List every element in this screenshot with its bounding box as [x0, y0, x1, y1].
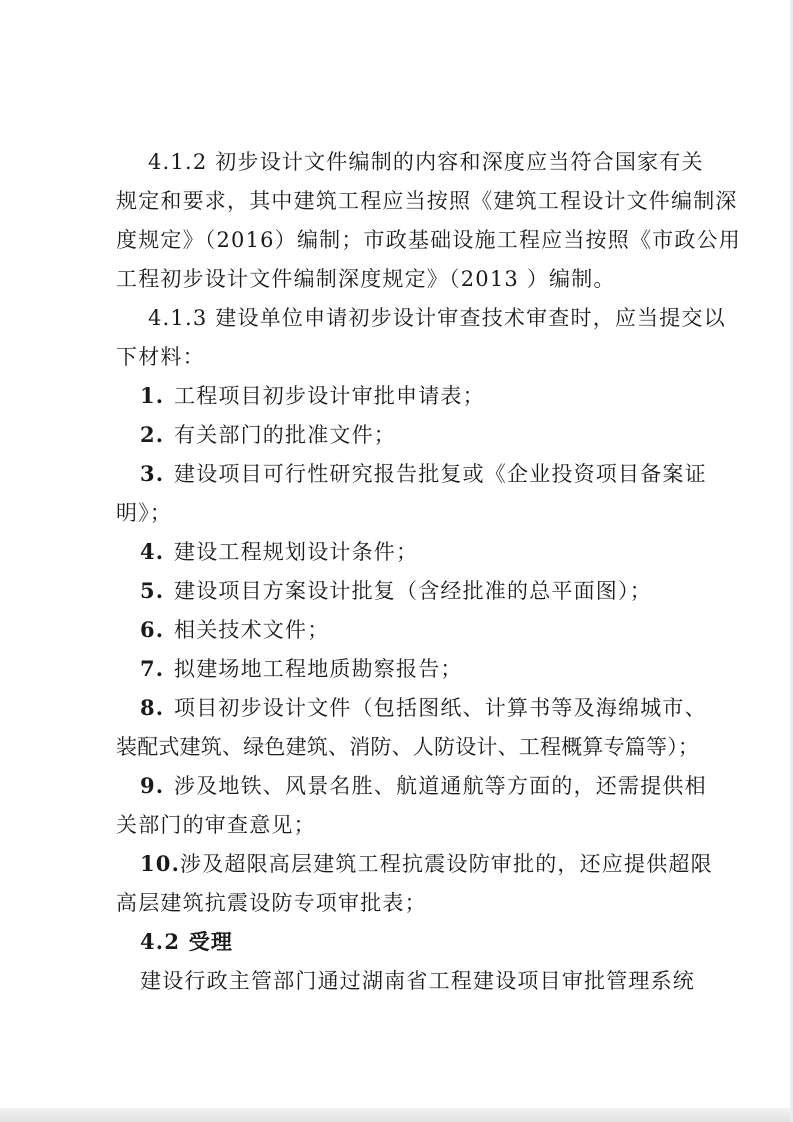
list-item-text: 工程项目初步设计审批申请表；: [174, 384, 485, 408]
list-item-text: 涉及超限高层建筑工程抗震设防审批的，还应提供超限: [180, 852, 713, 876]
list-item-number: 4.: [140, 539, 165, 564]
para-413-line-2: 下材料：: [116, 345, 205, 369]
list-item-number: 6.: [140, 617, 165, 642]
list-item-text: 有关部门的批准文件；: [174, 423, 396, 447]
list-item-text: 建设工程规划设计条件；: [174, 540, 419, 564]
para-412-line-4: 工程初步设计文件编制深度规定》（2013 ）编制。: [116, 267, 616, 291]
list-item-8: [140, 693, 707, 723]
list-item-2: [140, 420, 396, 450]
list-item-text: 项目初步设计文件（包括图纸、计算书等及海绵城市、: [174, 696, 707, 720]
list-item-10-continuation: 高层建筑抗震设防专项审批表；: [116, 891, 427, 915]
para-413-line-1: 4.1.3 建设单位申请初步设计审查技术审查时，应当提交以: [148, 306, 726, 330]
list-item-9-continuation: 关部门的审查意见；: [116, 813, 316, 837]
list-item-text: 涉及地铁、风景名胜、航道通航等方面的，还需提供相: [174, 774, 707, 798]
list-item-number: 3.: [140, 461, 165, 486]
para-412-line-2: 规定和要求，其中建筑工程应当按照《建筑工程设计文件编制深: [116, 189, 738, 213]
section-heading-42: 4.2 受理: [140, 929, 234, 954]
list-item-6: [140, 615, 329, 645]
list-item-number: 1.: [140, 383, 165, 408]
para-412-line-1: 4.1.2 初步设计文件编制的内容和深度应当符合国家有关: [148, 150, 704, 174]
para-42-line-1: 建设行政主管部门通过湖南省工程建设项目审批管理系统: [140, 969, 695, 993]
list-item-8-continuation: 装配式建筑、绿色建筑、消防、人防设计、工程概算专篇等）；: [116, 735, 700, 759]
list-item-5: [140, 576, 652, 606]
list-item-10: [140, 849, 713, 879]
list-item-text: 相关技术文件；: [174, 618, 330, 642]
list-item-3-continuation: 明》；: [116, 501, 173, 525]
para-412-line-3: 度规定》（2016）编制；市政基础设施工程应当按照《市政公用: [116, 228, 741, 252]
list-item-number: 5.: [140, 578, 165, 603]
scan-bottom-edge: [0, 1108, 793, 1122]
list-item-text: 建设项目可行性研究报告批复或《企业投资项目备案证: [174, 462, 707, 486]
list-item-number: 7.: [140, 656, 165, 681]
list-item-number: 10.: [140, 851, 181, 876]
list-item-number: 9.: [140, 773, 165, 798]
list-item-7: [140, 654, 463, 684]
list-item-4: [140, 537, 418, 567]
list-item-9: [140, 771, 707, 801]
list-item-number: 2.: [140, 422, 165, 447]
list-item-3: [140, 459, 707, 489]
list-item-text: 建设项目方案设计批复（含经批准的总平面图）；: [174, 579, 652, 603]
list-item-1: [140, 381, 485, 411]
list-item-text: 拟建场地工程地质勘察报告；: [174, 657, 463, 681]
list-item-number: 8.: [140, 695, 165, 720]
